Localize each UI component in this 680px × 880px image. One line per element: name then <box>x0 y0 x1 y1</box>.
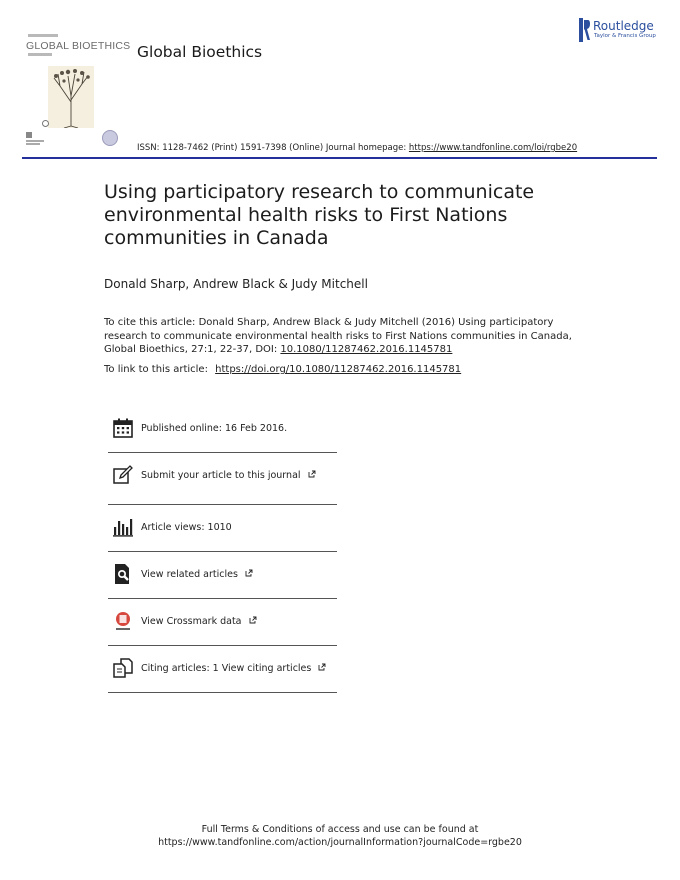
article-views-row <box>108 505 337 552</box>
link-prefix: To link to this article: <box>104 364 208 375</box>
cite-prefix: To cite this article: <box>104 317 196 328</box>
external-link-icon <box>245 569 253 577</box>
journal-title: Global Bioethics <box>137 43 263 61</box>
journal-cover <box>26 22 131 152</box>
article-doi-link[interactable]: https://doi.org/10.1080/11287462.2016.1145781 <box>215 364 462 375</box>
external-link-icon <box>308 470 316 478</box>
cover-seal-icon <box>102 130 118 146</box>
cover-publisher-logo-icon <box>26 132 46 146</box>
citing-articles-link[interactable] <box>141 663 326 674</box>
citing-documents-icon <box>113 658 133 678</box>
terms-text: Full Terms & Conditions of access and use can be found at <box>201 824 479 835</box>
crossmark-row[interactable] <box>108 599 337 646</box>
citing-articles-row[interactable] <box>108 646 337 693</box>
article-title: Using participatory research to communicate environmental health risks to First Nations communities in Canada <box>104 181 535 249</box>
publisher-name: Routledge <box>593 19 654 33</box>
submit-article-row[interactable] <box>108 453 337 505</box>
related-articles-link[interactable] <box>141 569 253 580</box>
article-link-line <box>104 364 461 375</box>
crossmark-label: View Crossmark data <box>141 616 242 627</box>
journal-homepage-link[interactable]: https://www.tandfonline.com/loi/rgbe20 <box>408 143 578 153</box>
tree-illustration-icon <box>48 66 94 128</box>
crossmark-icon <box>113 611 133 631</box>
issn-text: ISSN: 1128-7462 (Print) 1591-7398 (Online) Journal homepage: <box>137 143 407 153</box>
submit-article-link[interactable] <box>141 470 316 481</box>
cover-header-strip <box>28 22 116 26</box>
article-authors: Donald Sharp, Andrew Black & Judy Mitchell <box>104 277 368 291</box>
edit-icon <box>113 465 133 485</box>
cite-doi-link[interactable]: 10.1080/11287462.2016.1145781 <box>280 344 453 355</box>
submit-article-label: Submit your article to this journal <box>141 470 301 481</box>
header-divider <box>22 157 657 159</box>
issn-line <box>137 143 577 153</box>
publisher-logo[interactable] <box>579 18 663 44</box>
routledge-mark-icon <box>579 18 590 42</box>
document-search-icon <box>113 564 133 584</box>
terms-link[interactable]: https://www.tandfonline.com/action/journalInformation?journalCode=rgbe20 <box>158 837 522 848</box>
related-articles-label: View related articles <box>141 569 238 580</box>
cover-ring-icon <box>42 120 49 127</box>
terms-footer <box>140 823 540 849</box>
calendar-icon <box>113 418 133 438</box>
publisher-subtitle: Taylor & Francis Group <box>594 33 656 39</box>
external-link-icon <box>318 663 326 671</box>
cite-text: Donald Sharp, Andrew Black & Judy Mitchell (2016) Using participatory research to communicate environmental health risks to First Nations communities in Canada, Global Bioethics, 27:1, 22-37, DOI: <box>104 317 572 355</box>
article-actions-menu <box>108 406 337 693</box>
citation-block <box>104 316 574 357</box>
related-articles-row[interactable] <box>108 552 337 599</box>
published-date: Published online: 16 Feb 2016. <box>141 423 288 434</box>
article-views-count: Article views: 1010 <box>141 522 232 533</box>
published-row <box>108 406 337 453</box>
citing-articles-label: Citing articles: 1 View citing articles <box>141 663 312 674</box>
external-link-icon <box>249 616 257 624</box>
crossmark-link[interactable] <box>141 616 257 627</box>
cover-title: GLOBAL BIOETHICS <box>26 40 131 52</box>
bar-chart-icon <box>113 517 133 537</box>
